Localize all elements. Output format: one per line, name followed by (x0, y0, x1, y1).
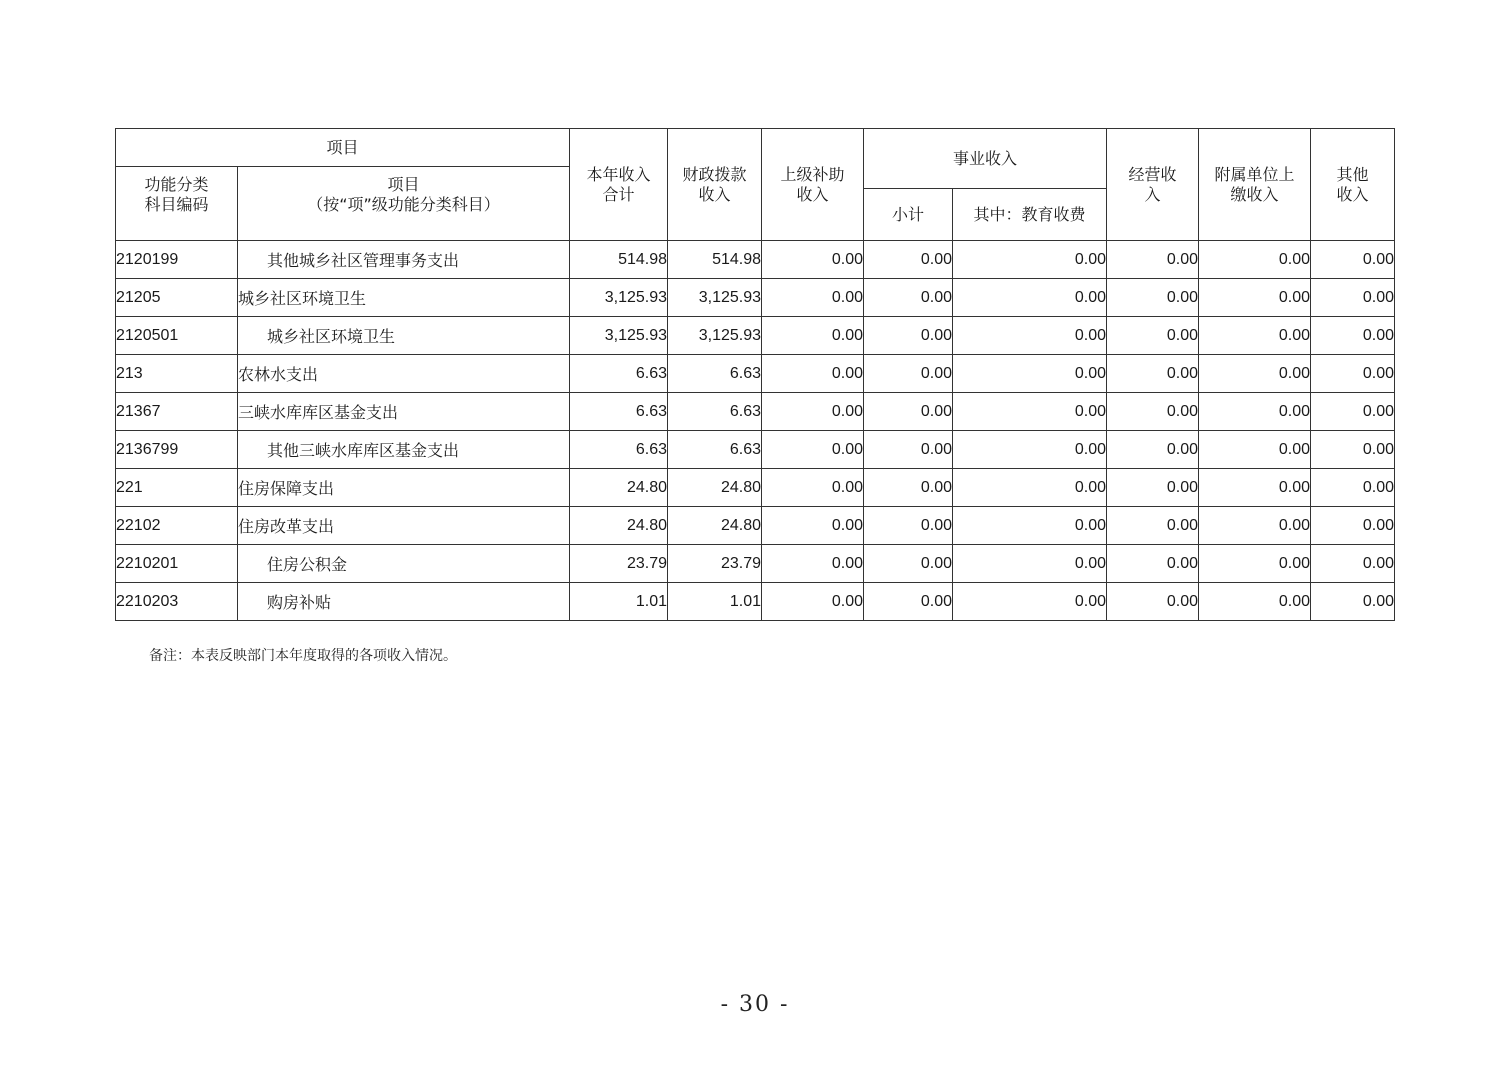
cell-business-edu: 0.00 (953, 583, 1107, 621)
cell-affiliated: 0.00 (1199, 279, 1311, 317)
cell-superior: 0.00 (762, 241, 864, 279)
cell-name: 购房补贴 (238, 583, 570, 621)
cell-other: 0.00 (1311, 241, 1395, 279)
table-row (116, 469, 1395, 507)
cell-fiscal: 23.79 (668, 545, 762, 583)
header-fiscal: 财政拨款 收入 (668, 129, 762, 241)
table-row (116, 545, 1395, 583)
cell-total: 3,125.93 (570, 317, 668, 355)
cell-operating: 0.00 (1107, 431, 1199, 469)
cell-operating: 0.00 (1107, 469, 1199, 507)
cell-operating: 0.00 (1107, 317, 1199, 355)
income-table (115, 128, 1395, 621)
cell-total: 23.79 (570, 545, 668, 583)
cell-fiscal: 24.80 (668, 469, 762, 507)
cell-business-subtotal: 0.00 (864, 393, 953, 431)
header-superior: 上级补助 收入 (762, 129, 864, 241)
cell-code: 22102 (116, 507, 238, 545)
cell-other: 0.00 (1311, 317, 1395, 355)
cell-affiliated: 0.00 (1199, 507, 1311, 545)
cell-business-subtotal: 0.00 (864, 317, 953, 355)
table-row (116, 279, 1395, 317)
header-other: 其他 收入 (1311, 129, 1395, 241)
cell-fiscal: 3,125.93 (668, 317, 762, 355)
cell-other: 0.00 (1311, 355, 1395, 393)
cell-business-subtotal: 0.00 (864, 431, 953, 469)
cell-operating: 0.00 (1107, 545, 1199, 583)
cell-total: 6.63 (570, 393, 668, 431)
table-row (116, 317, 1395, 355)
cell-business-edu: 0.00 (953, 355, 1107, 393)
cell-other: 0.00 (1311, 583, 1395, 621)
cell-name: 其他城乡社区管理事务支出 (238, 241, 570, 279)
cell-name: 住房保障支出 (238, 469, 570, 507)
cell-other: 0.00 (1311, 545, 1395, 583)
table-header (116, 129, 1395, 241)
header-project-group: 项目 (116, 129, 570, 167)
header-business-group: 事业收入 (864, 129, 1107, 189)
cell-business-edu: 0.00 (953, 317, 1107, 355)
cell-superior: 0.00 (762, 583, 864, 621)
cell-name: 城乡社区环境卫生 (238, 279, 570, 317)
cell-fiscal: 6.63 (668, 393, 762, 431)
cell-superior: 0.00 (762, 545, 864, 583)
page-number: - 30 - (720, 992, 790, 1017)
header-business-edu: 其中：教育收费 (953, 189, 1107, 241)
header-operating: 经营收 入 (1107, 129, 1199, 241)
cell-superior: 0.00 (762, 355, 864, 393)
cell-code: 2120501 (116, 317, 238, 355)
cell-business-subtotal: 0.00 (864, 279, 953, 317)
cell-operating: 0.00 (1107, 507, 1199, 545)
cell-fiscal: 1.01 (668, 583, 762, 621)
cell-superior: 0.00 (762, 507, 864, 545)
cell-operating: 0.00 (1107, 279, 1199, 317)
header-func-code: 功能分类 科目编码 (116, 167, 238, 241)
cell-affiliated: 0.00 (1199, 317, 1311, 355)
cell-fiscal: 3,125.93 (668, 279, 762, 317)
cell-affiliated: 0.00 (1199, 545, 1311, 583)
cell-total: 24.80 (570, 507, 668, 545)
header-item (238, 167, 570, 241)
cell-affiliated: 0.00 (1199, 355, 1311, 393)
header-item-line2: （按“项”级功能分类科目） (307, 195, 500, 214)
cell-total: 1.01 (570, 583, 668, 621)
cell-business-subtotal: 0.00 (864, 507, 953, 545)
cell-superior: 0.00 (762, 431, 864, 469)
cell-business-edu: 0.00 (953, 393, 1107, 431)
cell-business-subtotal: 0.00 (864, 545, 953, 583)
cell-code: 21367 (116, 393, 238, 431)
cell-total: 6.63 (570, 355, 668, 393)
cell-fiscal: 6.63 (668, 355, 762, 393)
cell-business-edu: 0.00 (953, 469, 1107, 507)
cell-affiliated: 0.00 (1199, 431, 1311, 469)
header-business-subtotal: 小计 (864, 189, 953, 241)
cell-code: 2210201 (116, 545, 238, 583)
cell-name: 住房改革支出 (238, 507, 570, 545)
header-total: 本年收入 合计 (570, 129, 668, 241)
table-row (116, 431, 1395, 469)
cell-affiliated: 0.00 (1199, 583, 1311, 621)
cell-fiscal: 514.98 (668, 241, 762, 279)
cell-affiliated: 0.00 (1199, 241, 1311, 279)
header-item-line1: 项目 (387, 175, 420, 194)
cell-name: 农林水支出 (238, 355, 570, 393)
cell-superior: 0.00 (762, 317, 864, 355)
cell-business-subtotal: 0.00 (864, 241, 953, 279)
cell-code: 21205 (116, 279, 238, 317)
table-row (116, 241, 1395, 279)
cell-code: 2136799 (116, 431, 238, 469)
cell-name: 其他三峡水库库区基金支出 (238, 431, 570, 469)
cell-operating: 0.00 (1107, 355, 1199, 393)
cell-other: 0.00 (1311, 431, 1395, 469)
footnote: 备注：本表反映部门本年度取得的各项收入情况。 (149, 648, 457, 664)
cell-total: 6.63 (570, 431, 668, 469)
cell-other: 0.00 (1311, 469, 1395, 507)
cell-superior: 0.00 (762, 279, 864, 317)
cell-code: 2210203 (116, 583, 238, 621)
cell-name: 三峡水库库区基金支出 (238, 393, 570, 431)
cell-business-edu: 0.00 (953, 545, 1107, 583)
table-row (116, 507, 1395, 545)
cell-total: 24.80 (570, 469, 668, 507)
cell-name: 城乡社区环境卫生 (238, 317, 570, 355)
cell-other: 0.00 (1311, 279, 1395, 317)
table-row (116, 355, 1395, 393)
cell-business-edu: 0.00 (953, 507, 1107, 545)
cell-business-edu: 0.00 (953, 279, 1107, 317)
cell-operating: 0.00 (1107, 583, 1199, 621)
cell-operating: 0.00 (1107, 241, 1199, 279)
cell-fiscal: 6.63 (668, 431, 762, 469)
cell-fiscal: 24.80 (668, 507, 762, 545)
cell-code: 221 (116, 469, 238, 507)
header-affiliated: 附属单位上 缴收入 (1199, 129, 1311, 241)
cell-superior: 0.00 (762, 393, 864, 431)
cell-business-subtotal: 0.00 (864, 355, 953, 393)
table-row (116, 583, 1395, 621)
cell-other: 0.00 (1311, 393, 1395, 431)
cell-affiliated: 0.00 (1199, 469, 1311, 507)
cell-operating: 0.00 (1107, 393, 1199, 431)
cell-superior: 0.00 (762, 469, 864, 507)
table-row (116, 393, 1395, 431)
cell-business-edu: 0.00 (953, 241, 1107, 279)
cell-affiliated: 0.00 (1199, 393, 1311, 431)
table-body (116, 241, 1395, 621)
cell-total: 3,125.93 (570, 279, 668, 317)
cell-other: 0.00 (1311, 507, 1395, 545)
cell-code: 213 (116, 355, 238, 393)
cell-total: 514.98 (570, 241, 668, 279)
cell-code: 2120199 (116, 241, 238, 279)
cell-business-subtotal: 0.00 (864, 469, 953, 507)
cell-name: 住房公积金 (238, 545, 570, 583)
cell-business-edu: 0.00 (953, 431, 1107, 469)
cell-business-subtotal: 0.00 (864, 583, 953, 621)
